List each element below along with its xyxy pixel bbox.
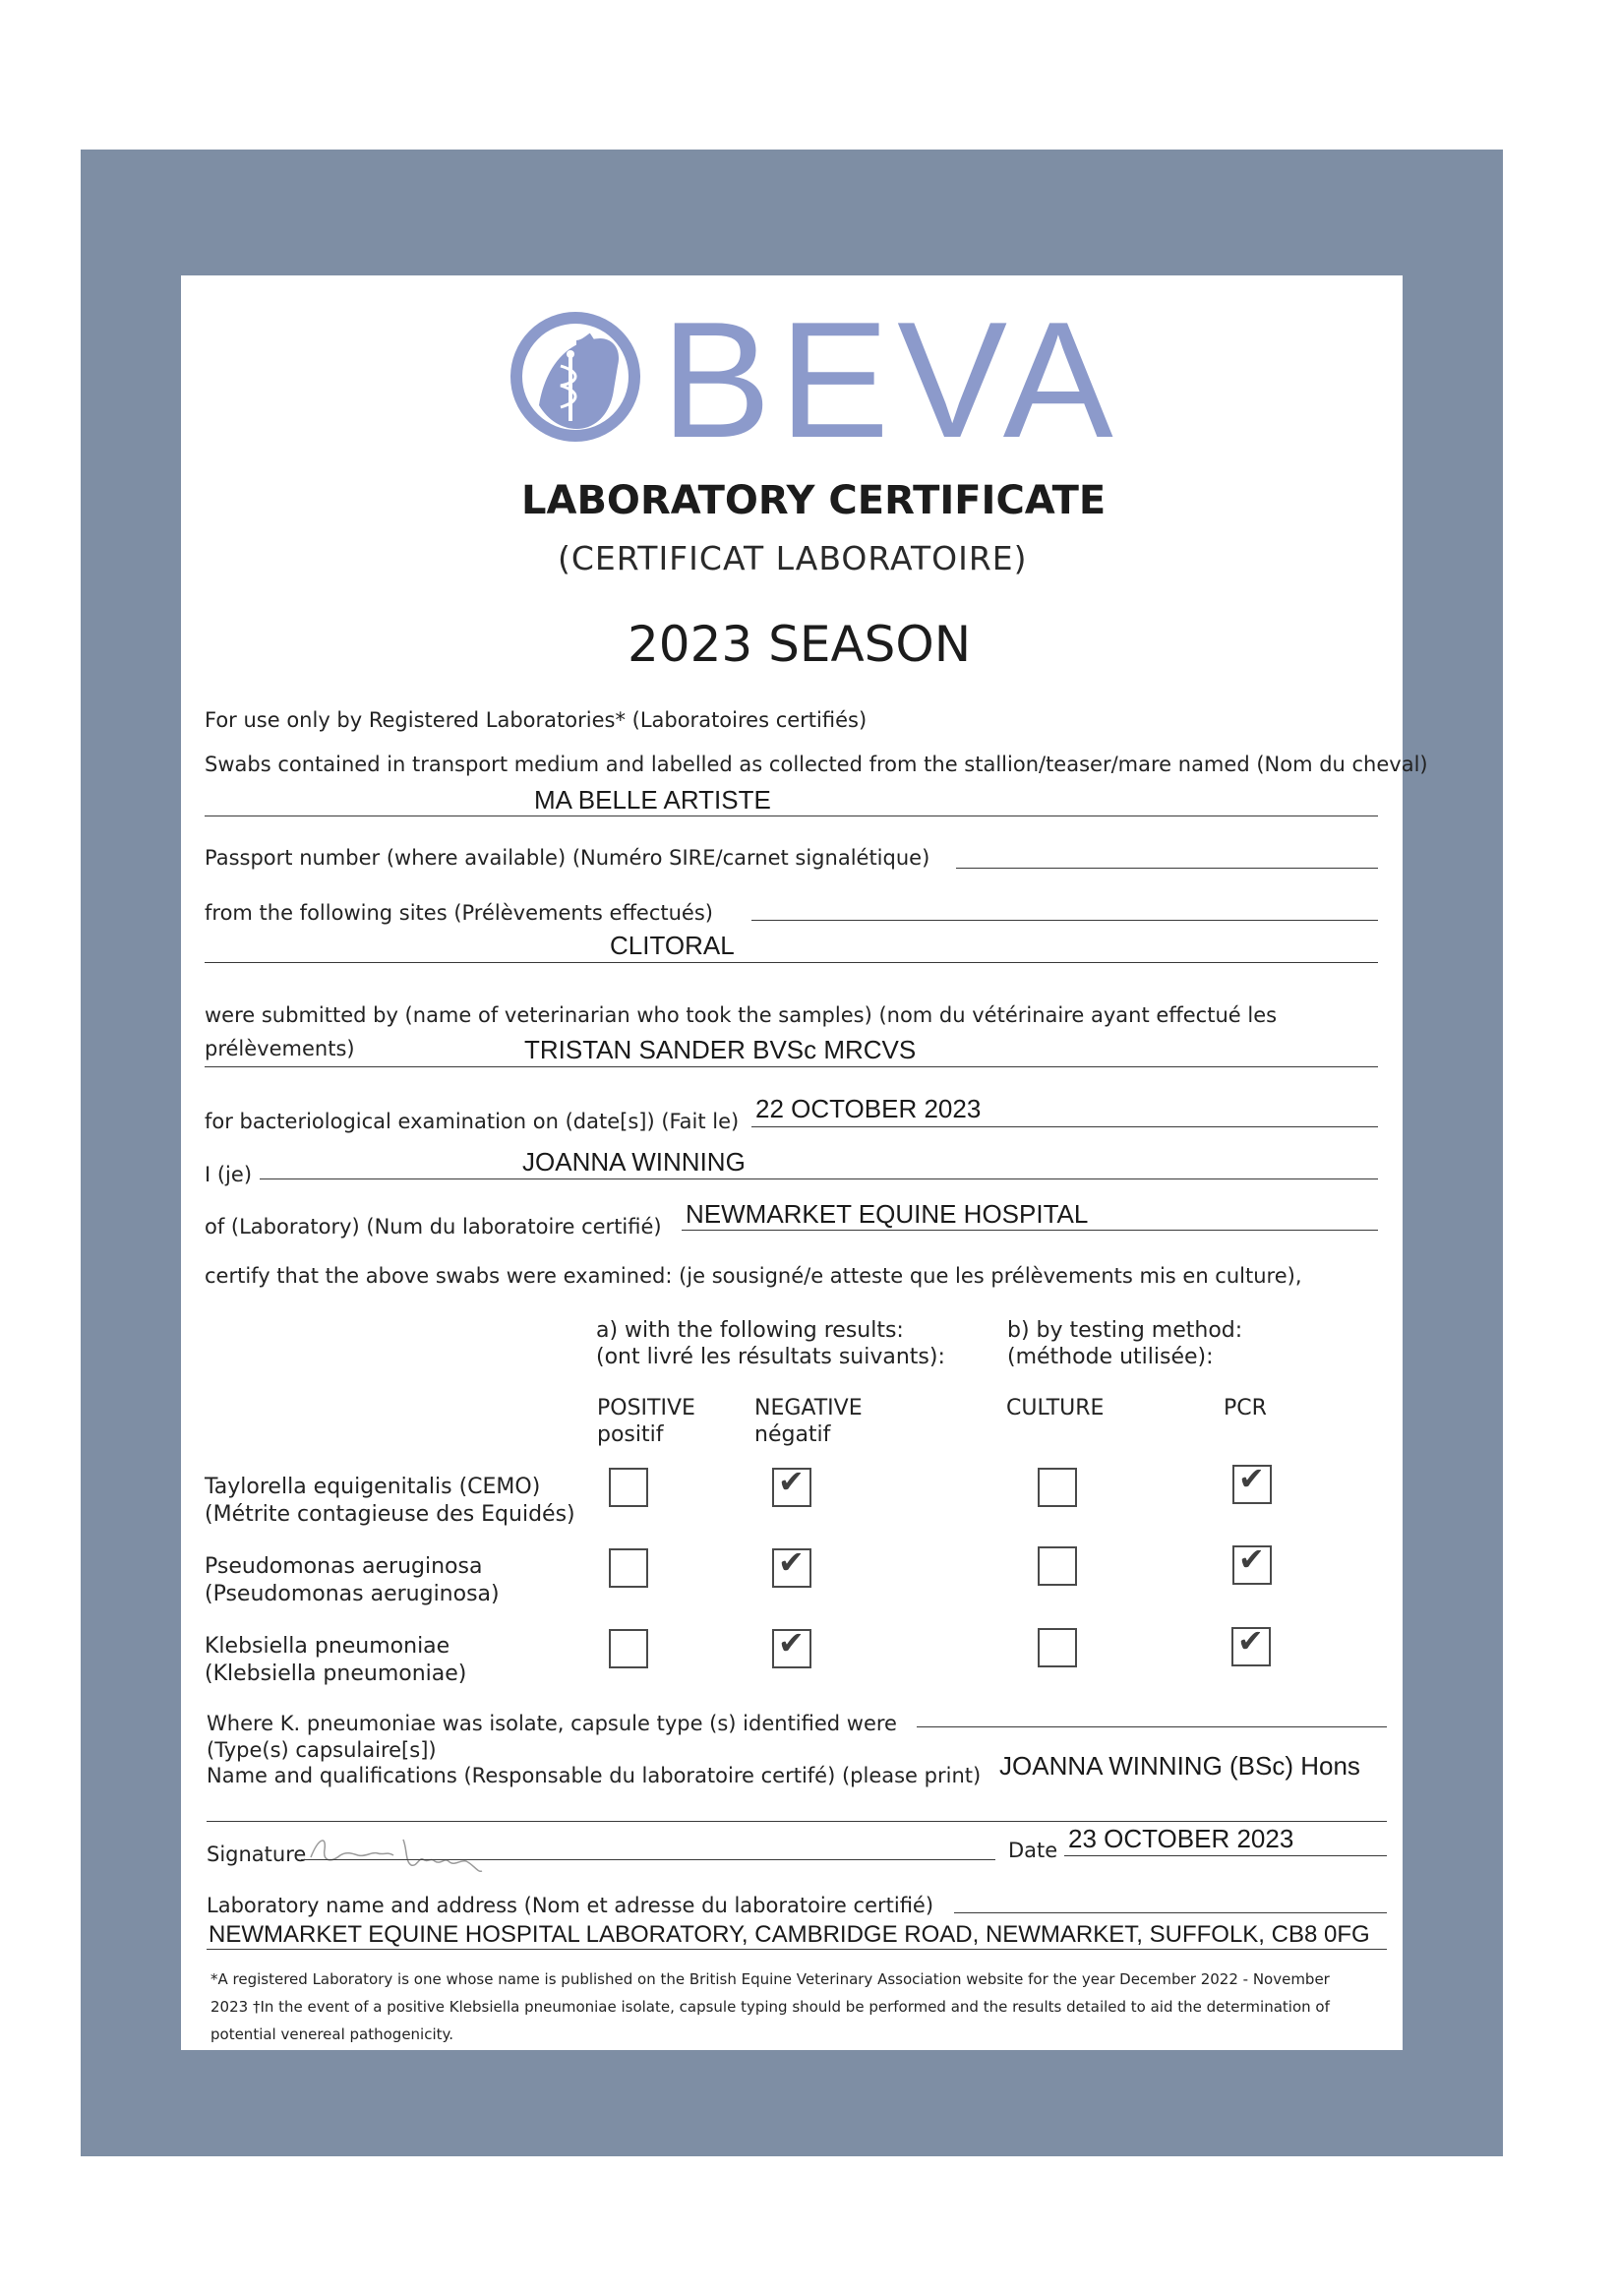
col-positive-line-2: positif	[597, 1422, 664, 1447]
sites-value: CLITORAL	[610, 931, 735, 960]
col-pcr-header: PCR	[1224, 1396, 1267, 1420]
footnote-line-1: *A registered Laboratory is one whose name is published on the British Equine Veterinary Association website for the year December 2022 - November	[210, 1970, 1330, 1988]
positive-checkbox[interactable]	[609, 1548, 648, 1588]
exam-date-value: 22 OCTOBER 2023	[755, 1094, 982, 1123]
laboratory-label: of (Laboratory) (Num du laboratoire certifié)	[205, 1215, 662, 1239]
certifier-value: JOANNA WINNING	[522, 1147, 746, 1177]
negative-checkbox[interactable]	[772, 1543, 811, 1588]
exam-date-line	[751, 1126, 1378, 1127]
certify-statement: certify that the above swabs were examined: (je sousigné/e atteste que les prélèvements mis en culture),	[205, 1264, 1302, 1288]
certificate-title: LABORATORY CERTIFICATE	[521, 478, 1107, 523]
submitted-label-2: prélèvements)	[205, 1037, 355, 1060]
date-label: Date	[1008, 1839, 1058, 1862]
capsule-line	[917, 1726, 1387, 1727]
organism-name: Klebsiella pneumoniae	[205, 1634, 450, 1659]
footnote-line-3: potential venereal pathogenicity.	[210, 2025, 454, 2043]
sites-label: from the following sites (Prélèvements effectués)	[205, 901, 713, 925]
culture-checkbox[interactable]	[1038, 1628, 1077, 1667]
lab-address-value: NEWMARKET EQUINE HOSPITAL LABORATORY, CAMBRIDGE ROAD, NEWMARKET, SUFFOLK, CB8 0FG	[209, 1921, 1370, 1948]
checkmark-icon: ✔	[778, 1543, 805, 1581]
checkmark-icon: ✔	[778, 1624, 805, 1662]
capsule-label-1: Where K. pneumoniae was isolate, capsule type (s) identified were	[207, 1712, 897, 1735]
col-negative-line-1: NEGATIVE	[754, 1396, 863, 1420]
result-row-label	[205, 1553, 500, 1608]
certifier-line	[260, 1178, 1378, 1179]
laboratory-value: NEWMARKET EQUINE HOSPITAL	[686, 1199, 1089, 1229]
i-je-label: I (je)	[205, 1163, 253, 1186]
results-group-b-line-2: (méthode utilisée):	[1007, 1345, 1214, 1369]
results-group-b-label	[1007, 1317, 1242, 1370]
passport-label: Passport number (where available) (Numéro SIRE/carnet signalétique)	[205, 846, 930, 870]
culture-checkbox[interactable]	[1038, 1468, 1077, 1507]
horse-name-value: MA BELLE ARTISTE	[534, 785, 771, 815]
passport-line	[956, 868, 1378, 869]
col-negative-header	[754, 1395, 863, 1448]
sites-line-2	[205, 962, 1378, 963]
col-culture-header: CULTURE	[1006, 1396, 1105, 1420]
negative-checkbox[interactable]	[772, 1624, 811, 1668]
capsule-label-2: (Type(s) capsulaire[s])	[207, 1738, 437, 1762]
results-group-a-line-1: a) with the following results:	[596, 1318, 904, 1343]
signature-label: Signature	[207, 1843, 307, 1866]
checkmark-icon: ✔	[778, 1463, 805, 1500]
sites-line-1	[751, 920, 1378, 921]
footnote-line-2: 2023 †In the event of a positive Klebsiella pneumoniae isolate, capsule typing should be performed and the results detailed to aid the determination of	[210, 1998, 1330, 2016]
positive-checkbox[interactable]	[609, 1468, 648, 1507]
sign-date-line	[1064, 1855, 1387, 1856]
lab-address-line-2	[207, 1949, 1387, 1950]
culture-checkbox[interactable]	[1038, 1546, 1077, 1586]
results-group-a-line-2: (ont livré les résultats suivants):	[596, 1345, 945, 1369]
checkmark-icon: ✔	[1238, 1541, 1265, 1578]
col-negative-line-2: négatif	[754, 1422, 831, 1447]
name-qualifications-label: Name and qualifications (Responsable du laboratoire certifé) (please print)	[207, 1764, 982, 1787]
organism-name-fr: (Pseudomonas aeruginosa)	[205, 1582, 500, 1606]
pcr-checkbox[interactable]	[1231, 1622, 1271, 1666]
lab-address-label: Laboratory name and address (Nom et adresse du laboratoire certifié)	[207, 1894, 934, 1917]
veterinarian-line	[205, 1066, 1378, 1067]
handwritten-signature	[301, 1828, 494, 1877]
footnote	[210, 1965, 1330, 2048]
signature-line	[301, 1859, 995, 1860]
results-group-b-line-1: b) by testing method:	[1007, 1318, 1243, 1343]
negative-checkbox[interactable]	[772, 1463, 811, 1507]
organism-name-fr: (Klebsiella pneumoniae)	[205, 1662, 467, 1686]
beva-logo-text: BEVA	[661, 287, 1121, 472]
organism-name-fr: (Métrite contagieuse des Equidés)	[205, 1502, 575, 1527]
certificate-title-fr: (CERTIFICAT LABORATOIRE)	[558, 539, 1028, 577]
name-qualifications-line	[207, 1821, 1387, 1822]
result-row-label	[205, 1633, 466, 1688]
result-row-label	[205, 1474, 575, 1529]
checkmark-icon: ✔	[1238, 1460, 1265, 1497]
organism-name: Pseudomonas aeruginosa	[205, 1554, 483, 1579]
col-positive-header	[597, 1395, 695, 1448]
pcr-checkbox[interactable]	[1232, 1541, 1272, 1585]
checkmark-icon: ✔	[1237, 1622, 1264, 1660]
horse-head-caduceus-icon	[509, 311, 641, 443]
lab-address-line-1	[954, 1912, 1387, 1913]
results-group-a-label	[596, 1317, 945, 1370]
pcr-checkbox[interactable]	[1232, 1460, 1272, 1504]
season-heading: 2023 SEASON	[628, 616, 972, 673]
name-qualifications-value: JOANNA WINNING (BSc) Hons	[999, 1751, 1360, 1781]
swabs-statement: Swabs contained in transport medium and labelled as collected from the stallion/teaser/mare named (Nom du cheval)	[205, 753, 1428, 776]
exam-date-label: for bacteriological examination on (date[s]) (Fait le)	[205, 1110, 740, 1133]
laboratory-line	[682, 1230, 1378, 1231]
use-only-note: For use only by Registered Laboratories* (Laboratoires certifiés)	[205, 708, 868, 732]
organism-name: Taylorella equigenitalis (CEMO)	[205, 1475, 541, 1499]
positive-checkbox[interactable]	[609, 1629, 648, 1668]
veterinarian-value: TRISTAN SANDER BVSc MRCVS	[524, 1035, 917, 1064]
submitted-label-1: were submitted by (name of veterinarian who took the samples) (nom du vétérinaire ayant effectué les	[205, 1003, 1278, 1027]
col-positive-line-1: POSITIVE	[597, 1396, 695, 1420]
sign-date-value: 23 OCTOBER 2023	[1068, 1824, 1294, 1853]
